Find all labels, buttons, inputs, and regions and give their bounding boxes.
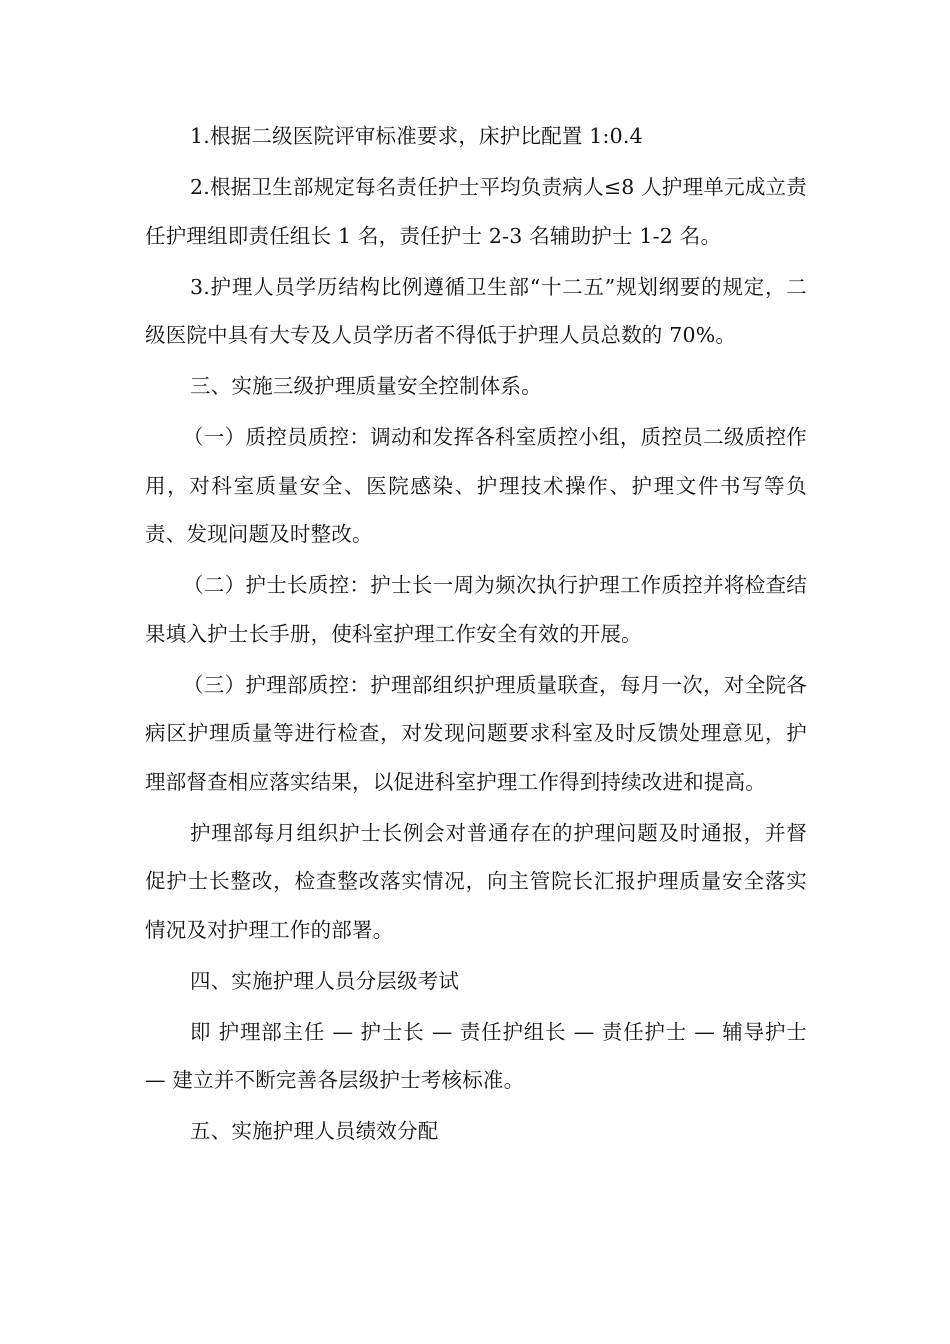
heading-section-five: 五、实施护理人员绩效分配 [190, 1119, 439, 1143]
heading-section-four: 四、实施护理人员分层级考试 [190, 968, 460, 993]
paragraph-nursing-department-control: （三）护理部质控：护理部组织护理质量联查，每月一次，对全院各病区护理质量等进行检查，对发现问题要求科室及时反馈处理意见，护理部督查相应落实结果，以促进科室护理工作得到持续改进和提高。 [145, 672, 807, 794]
paragraph-hierarchy-levels: 即 护理部主任 — 护士长 — 责任护组长 — 责任护士 — 辅导护士 — 建立并不断完善各层级护士考核标准。 [145, 1019, 807, 1092]
paragraph-head-nurse-control: （二）护士长质控：护士长一周为频次执行护理工作质控并将检查结果填入护士长手册，使科室护理工作安全有效的开展。 [145, 573, 807, 646]
heading-section-three: 三、实施三级护理质量安全控制体系。 [190, 374, 542, 398]
document-body [145, 112, 807, 1158]
paragraph-education-structure: 3.护理人员学历结构比例遵循卫生部“十二五”规划纲要的规定，二级医院中具有大专及人员学历者不得低于护理人员总数的 70%。 [145, 274, 807, 347]
paragraph-monthly-meeting: 护理部每月组织护士长例会对普通存在的护理问题及时通报，并督促护士长整改，检查整改落实情况，向主管院长汇报护理质量安全落实情况及对护理工作的部署。 [145, 820, 807, 942]
paragraph-bed-nurse-ratio: 1.根据二级医院评审标准要求，床护比配置 1:0.4 [190, 124, 643, 148]
paragraph-quality-controller: （一）质控员质控：调动和发挥各科室质控小组，质控员二级质控作用，对科室质量安全、医院感染、护理技术操作、护理文件书写等负责、发现问题及时整改。 [145, 425, 807, 546]
paragraph-responsibility-nursing-group: 2.根据卫生部规定每名责任护士平均负责病人≤8 人护理单元成立责任护理组即责任组长 1 名，责任护士 2-3 名辅助护士 1-2 名。 [145, 175, 807, 248]
